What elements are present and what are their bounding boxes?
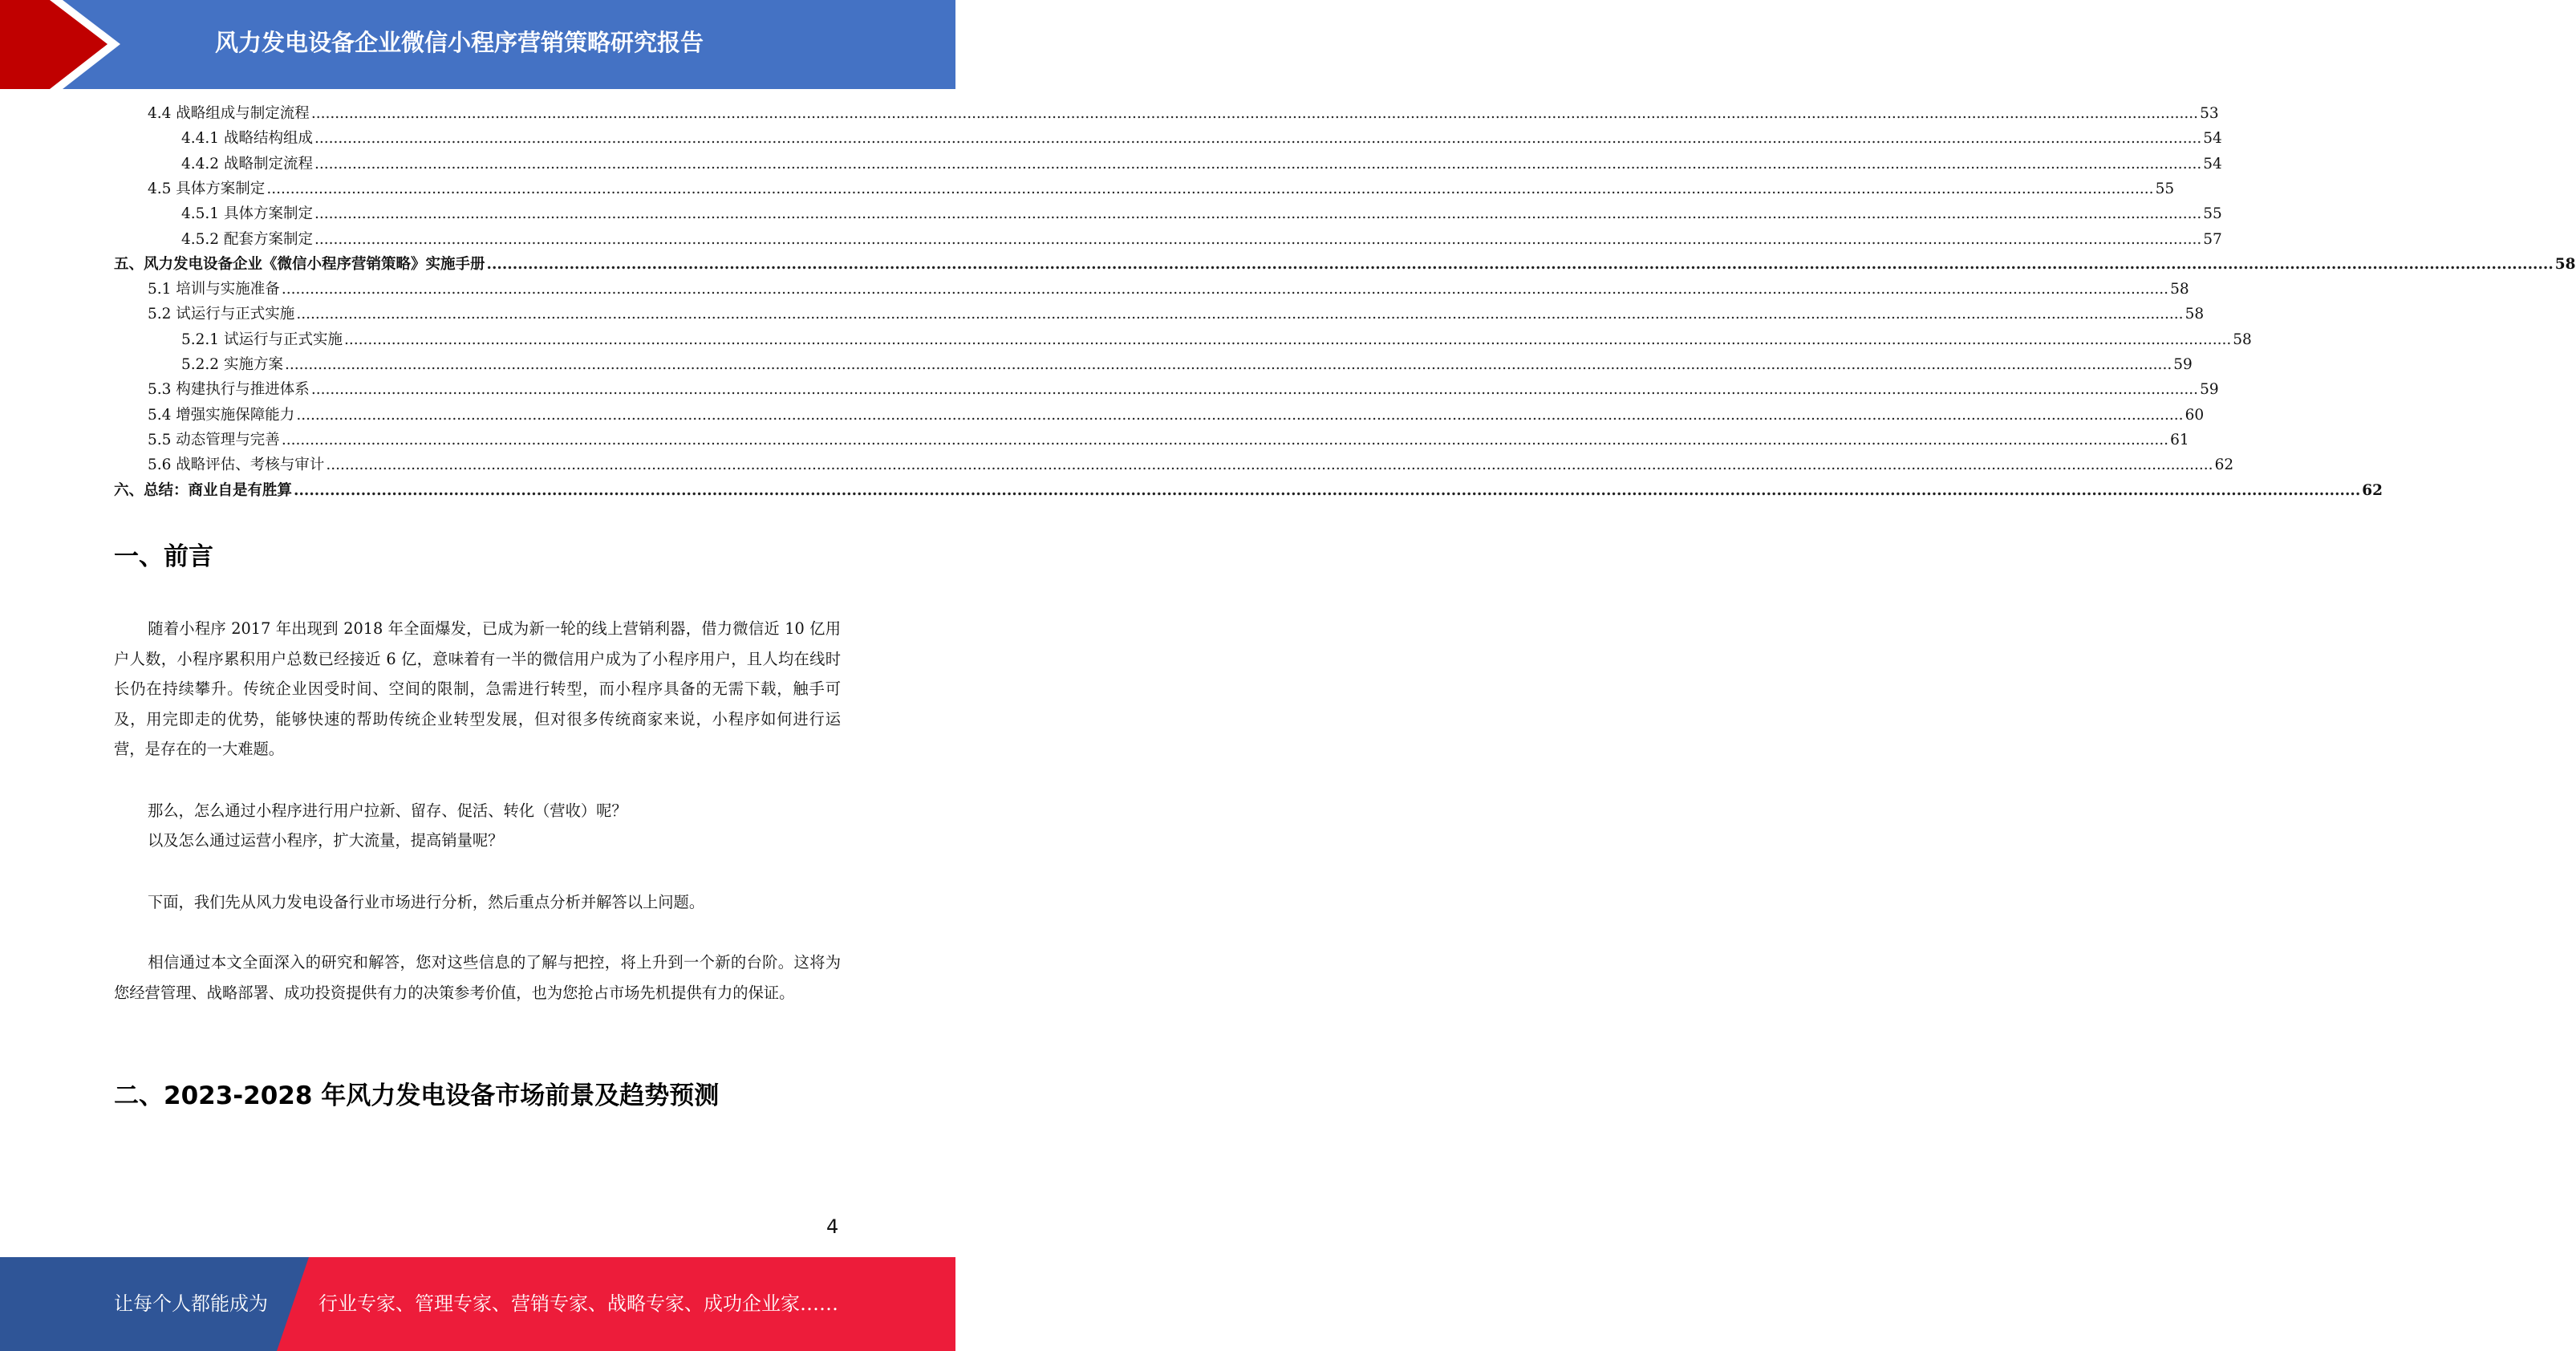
toc-leader-dots: ................................................................................................................................................................................................................................................................................................................................................................................................................ — [486, 255, 2554, 273]
toc-entry[interactable] — [148, 101, 2219, 126]
toc-entry[interactable] — [114, 252, 2576, 277]
toc-entry-page: 54 — [2203, 155, 2222, 172]
toc-leader-dots: ................................................................................................................................................................................................................................................................................................................................................................................................................ — [314, 230, 2202, 248]
toc-entry-label: 4.4.2 战略制定流程 — [181, 155, 313, 172]
page-footer — [0, 1257, 955, 1351]
toc-entry-label: 5.2 试运行与正式实施 — [148, 306, 295, 323]
toc-entry-page: 59 — [2173, 356, 2193, 373]
toc-entry-label: 4.5.1 具体方案制定 — [181, 205, 313, 223]
footer-slogan-right: 行业专家、管理专家、营销专家、战略专家、成功企业家…… — [318, 1292, 838, 1315]
preface-line-3: 下面，我们先从风力发电设备行业市场进行分析，然后重点分析并解答以上问题。 — [148, 893, 705, 911]
toc-entry-page: 58 — [2170, 281, 2189, 298]
preface-question-2: 以及怎么通过运营小程序，扩大流量，提高销量呢？ — [148, 831, 504, 850]
toc-entry[interactable] — [148, 452, 2234, 477]
toc-entry-page: 55 — [2203, 205, 2222, 223]
toc-leader-dots: ................................................................................................................................................................................................................................................................................................................................................................................................................ — [296, 406, 2184, 424]
toc-entry-page: 53 — [2200, 105, 2219, 122]
toc-leader-dots: ................................................................................................................................................................................................................................................................................................................................................................................................................ — [266, 180, 2154, 197]
toc-entry-label: 5.6 战略评估、考核与审计 — [148, 456, 325, 474]
toc-leader-dots: ................................................................................................................................................................................................................................................................................................................................................................................................................ — [310, 381, 2199, 399]
toc-entry-page: 62 — [2214, 456, 2234, 474]
toc-leader-dots: ................................................................................................................................................................................................................................................................................................................................................................................................................ — [294, 481, 2361, 499]
toc-entry-label: 4.5.2 配套方案制定 — [181, 230, 313, 248]
toc-entry-page: 58 — [2554, 255, 2576, 273]
header-title: 风力发电设备企业微信小程序营销策略研究报告 — [215, 29, 704, 56]
toc-entry-label: 4.5 具体方案制定 — [148, 180, 266, 197]
toc-entry-label: 4.4 战略组成与制定流程 — [148, 105, 310, 122]
toc-entry[interactable] — [148, 428, 2189, 452]
toc-entry-label: 五、风力发电设备企业《微信小程序营销策略》实施手册 — [114, 255, 485, 273]
toc-entry-label: 5.5 动态管理与完善 — [148, 431, 280, 448]
toc-entry-page: 62 — [2362, 481, 2383, 499]
toc-leader-dots: ................................................................................................................................................................................................................................................................................................................................................................................................................ — [281, 431, 2169, 448]
toc-entry[interactable] — [181, 227, 2222, 252]
toc-entry-page: 54 — [2203, 130, 2222, 148]
toc-leader-dots: ................................................................................................................................................................................................................................................................................................................................................................................................................ — [281, 281, 2169, 298]
toc-entry-page: 55 — [2155, 180, 2175, 197]
toc-entry[interactable] — [181, 327, 2252, 352]
toc-entry[interactable] — [181, 152, 2222, 176]
toc-leader-dots: ................................................................................................................................................................................................................................................................................................................................................................................................................ — [326, 456, 2213, 474]
toc-entry-label: 4.4.1 战略结构组成 — [181, 130, 313, 148]
preface-paragraph-2: 相信通过本文全面深入的研究和解答，您对这些信息的了解与把控，将上升到一个新的台阶。这将为您经营管理、战略部署、成功投资提供有力的决策参考价值，也为您抢占市场先机提供有力的保证。 — [114, 953, 841, 1002]
toc-entry[interactable] — [148, 377, 2219, 402]
toc-entry-page: 58 — [2185, 306, 2205, 323]
toc-entry-page: 60 — [2185, 406, 2205, 424]
toc-entry[interactable] — [148, 277, 2189, 302]
section-heading-forecast: 二、2023-2028 年风力发电设备市场前景及趋势预测 — [114, 1081, 720, 1110]
toc-entry[interactable] — [181, 201, 2222, 226]
toc-entry-label: 5.2.1 试运行与正式实施 — [181, 331, 343, 348]
toc-entry[interactable] — [148, 176, 2175, 201]
toc-entry[interactable] — [148, 302, 2205, 327]
toc-entry-page: 57 — [2203, 230, 2222, 248]
toc-entry-page: 61 — [2170, 431, 2189, 448]
toc-entry-page: 58 — [2233, 331, 2252, 348]
preface-question-1: 那么，怎么通过小程序进行用户拉新、留存、促活、转化（营收）呢？ — [148, 801, 627, 820]
preface-paragraph-1: 随着小程序 2017 年出现到 2018 年全面爆发，已成为新一轮的线上营销利器，借力微信近 10 亿用户人数，小程序累积用户总数已经接近 6 亿，意味着有一半的微信用户成为了小程序用户，且人均在线时长仍在持续攀升。传统企业因受时间、空间的限制，急需进行转型，而小程序具备的无需下载，触手可及，用完即走的优势，能够快速的帮助传统企业转型发展，但对很多传统商家来说，小程序如何进行运营，是存在的一大难题。 — [114, 619, 841, 758]
toc-leader-dots: ................................................................................................................................................................................................................................................................................................................................................................................................................ — [314, 205, 2202, 223]
toc-entry[interactable] — [181, 126, 2222, 151]
toc-entry-label: 5.3 构建执行与推进体系 — [148, 381, 310, 399]
footer-slogan-left: 让每个人都能成为 — [114, 1292, 268, 1315]
toc-entry-page: 59 — [2200, 381, 2219, 399]
toc-entry[interactable] — [148, 403, 2205, 428]
page-header — [0, 0, 955, 89]
toc-leader-dots: ................................................................................................................................................................................................................................................................................................................................................................................................................ — [284, 356, 2172, 373]
section-heading-preface: 一、前言 — [114, 542, 213, 571]
toc-leader-dots: ................................................................................................................................................................................................................................................................................................................................................................................................................ — [296, 306, 2184, 323]
toc-entry-label: 六、总结：商业自是有胜算 — [114, 481, 293, 499]
toc-entry[interactable] — [181, 352, 2193, 377]
toc-leader-dots: ................................................................................................................................................................................................................................................................................................................................................................................................................ — [310, 105, 2199, 122]
toc-leader-dots: ................................................................................................................................................................................................................................................................................................................................................................................................................ — [314, 155, 2202, 172]
toc-leader-dots: ................................................................................................................................................................................................................................................................................................................................................................................................................ — [314, 130, 2202, 148]
toc-leader-dots: ................................................................................................................................................................................................................................................................................................................................................................................................................ — [343, 331, 2232, 348]
toc-entry-label: 5.1 培训与实施准备 — [148, 281, 280, 298]
toc-entry[interactable] — [114, 478, 2383, 503]
page-number: 4 — [826, 1215, 839, 1238]
toc-entry-label: 5.2.2 实施方案 — [181, 356, 283, 373]
toc-entry-label: 5.4 增强实施保障能力 — [148, 406, 295, 424]
